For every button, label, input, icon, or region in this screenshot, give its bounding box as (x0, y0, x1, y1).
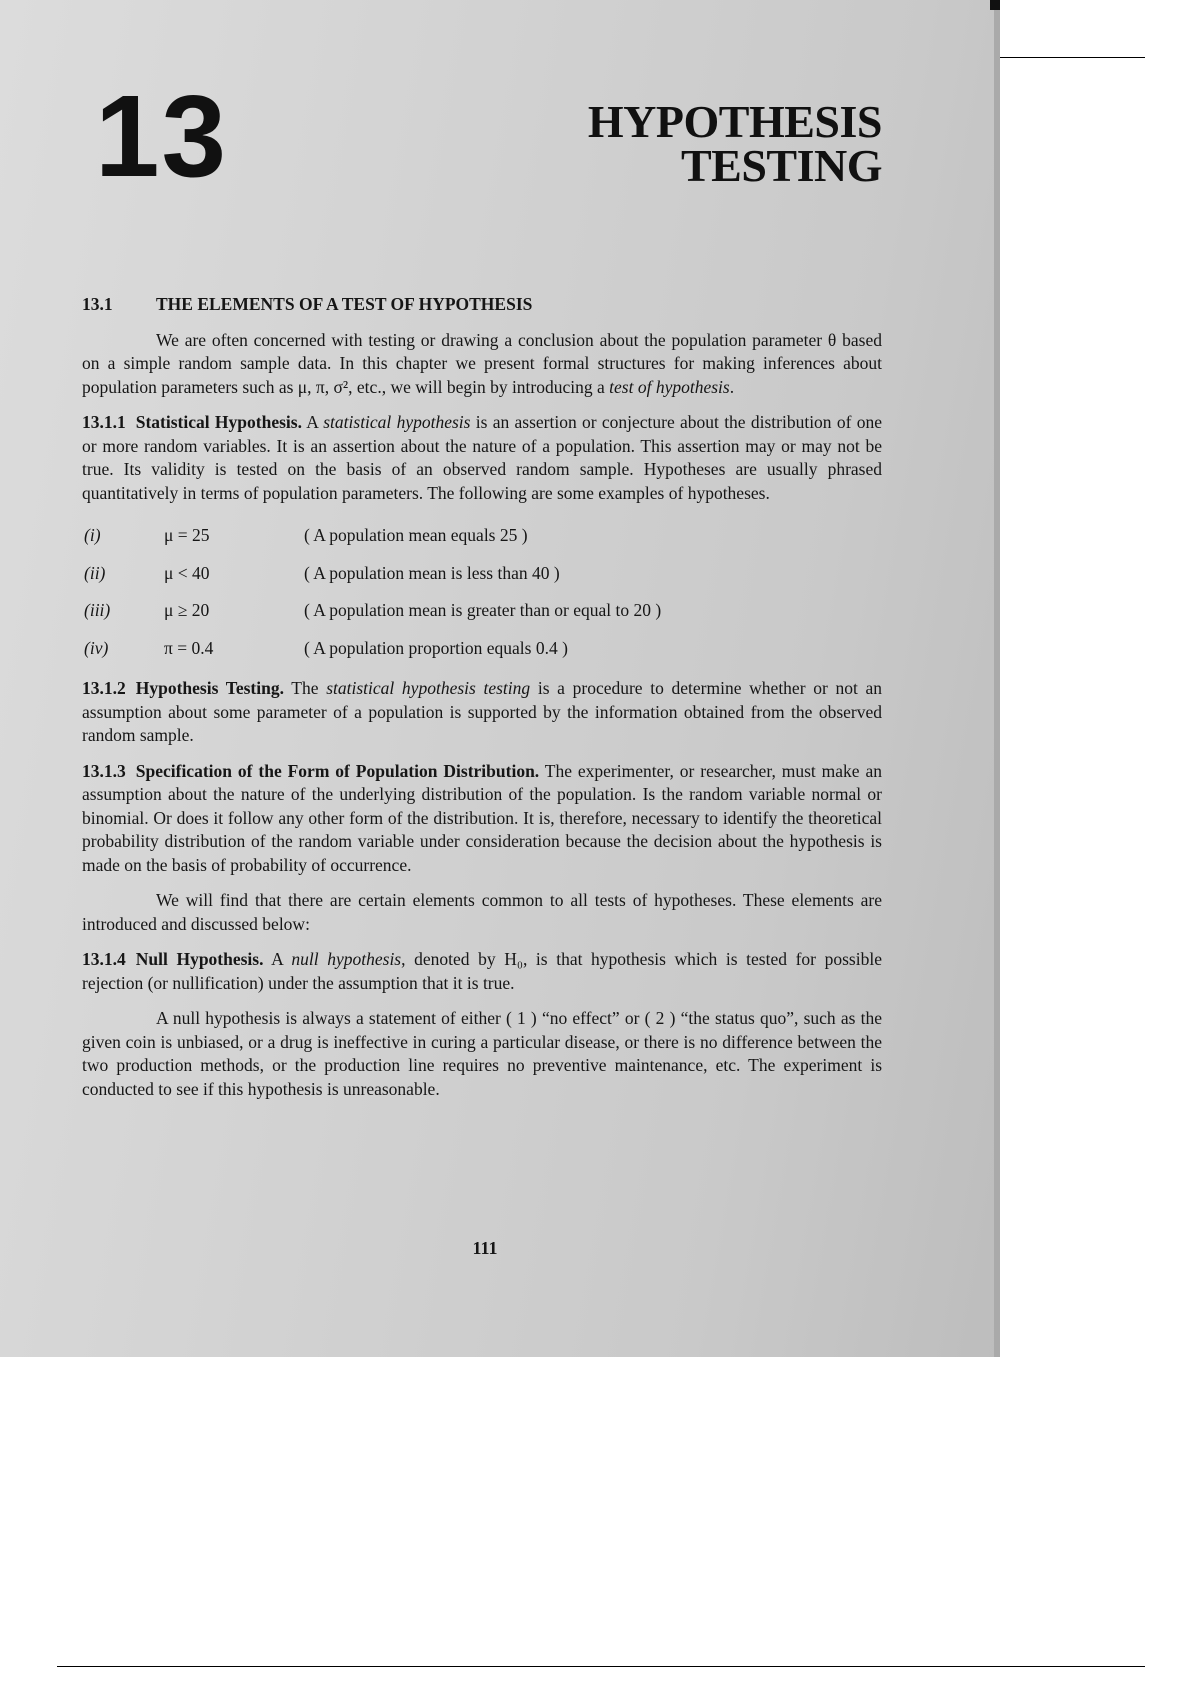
bottom-rule (57, 1666, 1145, 1667)
chapter-number: 13 (95, 71, 229, 201)
paragraph-text: is an assertion or conjecture about the distribution of one or more random variables. It is an assertion about the nature of a population. This assertion may or may not be true. Its validity is tested on the basis of an observed random sample. Hypotheses are usually phrased quantitatively in terms of population parameters. The following are some examples of hypotheses. (82, 412, 882, 503)
example-label: (iii) (84, 600, 111, 620)
hypothesis-examples (82, 517, 882, 667)
chapter-title (587, 96, 882, 191)
null-explanation-paragraph: A null hypothesis is always a statement of either ( 1 ) “no effect” or ( 2 ) “the status quo”, such as the given coin is unbiased, or a drug is ineffective in curing a particular disease, or there is no difference between the two production methods, or the production line requires no preventive maintenance, etc. The experiment is conducted to see if this hypothesis is unreasonable. (82, 1008, 882, 1099)
paragraph-text: is a procedure to determine whether or not an assumption about some parameter of a population is supported by the information obtained from the observed random sample. (82, 678, 882, 745)
example-row (82, 630, 882, 668)
intro-term: test of hypothesis (609, 376, 730, 397)
hypothesis-testing-paragraph (82, 677, 882, 748)
paragraph-text: A (301, 412, 324, 432)
paragraph-text: The experimenter, or researcher, must make an assumption about the nature of the underlying distribution of the population. Is the random variable normal or binomial. Or does it follow any other form of the distribution. It is, therefore, necessary to identify the theoretical probability distribution of the random variable under consideration because the decision about the hypothesis is made on the basis of probability of occurrence. (82, 760, 882, 875)
null-hypothesis-paragraph (82, 948, 882, 995)
scan-edge (994, 0, 1000, 1357)
subsection-heading (82, 949, 263, 969)
subsection-heading (82, 412, 302, 432)
scan-corner-mark (990, 0, 1000, 10)
example-description: ( A population proportion equals 0.4 ) (304, 637, 568, 658)
subsection-heading (82, 761, 539, 781)
section-heading (82, 293, 882, 317)
page-content (82, 293, 882, 1113)
example-math: μ = 25 (164, 525, 210, 545)
subsection-title: Statistical Hypothesis. (135, 412, 302, 432)
statistical-hypothesis-paragraph (82, 411, 882, 505)
elements-paragraph: We will find that there are certain elements common to all tests of hypotheses. These elements are introduced and discussed below: (82, 890, 882, 934)
intro-text: We are often concerned with testing or drawing a conclusion about the population parameter θ based on a simple random sample data. In this chapter we present formal structures for making inferences about population parameters such as μ, π, σ², etc., we will begin by introducing a (82, 329, 882, 397)
example-math: π = 0.4 (164, 637, 214, 658)
subsection-number: 13.1.1 (82, 412, 126, 432)
paragraph-text: The (283, 678, 327, 698)
top-rule (1000, 57, 1145, 58)
example-description: ( A population mean is greater than or equal to 20 ) (304, 600, 662, 620)
paragraph-term: statistical hypothesis (323, 412, 471, 432)
example-description: ( A population mean equals 25 ) (304, 525, 528, 545)
example-row (82, 555, 882, 593)
intro-paragraph (82, 329, 882, 400)
intro-end: . (729, 376, 735, 397)
example-row (82, 517, 882, 555)
subsection-title: Null Hypothesis. (135, 949, 264, 969)
section-number: 13.1 (82, 294, 113, 314)
paragraph-term: statistical hypothesis testing (326, 678, 531, 698)
subsection-title: Hypothesis Testing. (135, 678, 284, 698)
paragraph-text: , denoted by H₀, is that hypothesis which is tested for possible rejection (or nullification) under the assumption that it is true. (82, 949, 882, 993)
subsection-heading (82, 678, 284, 698)
example-label: (i) (84, 525, 101, 545)
subsection-number: 13.1.4 (82, 949, 126, 969)
example-row (82, 592, 882, 630)
chapter-title-line2: TESTING (680, 140, 882, 191)
page-number: 111 (472, 1238, 498, 1258)
example-label: (ii) (84, 562, 106, 583)
example-label: (iv) (84, 637, 109, 658)
example-math: μ ≥ 20 (164, 600, 210, 620)
paragraph-text: A (263, 949, 292, 969)
subsection-number: 13.1.3 (82, 760, 126, 781)
example-math: μ < 40 (164, 562, 210, 583)
section-title: THE ELEMENTS OF A TEST OF HYPOTHESIS (156, 294, 533, 314)
population-distribution-paragraph (82, 760, 882, 878)
paragraph-term: null hypothesis (291, 949, 402, 969)
subsection-title: Specification of the Form of Population Distribution. (135, 760, 540, 781)
example-description: ( A population mean is less than 40 ) (304, 562, 560, 583)
chapter-title-line1: HYPOTHESIS (587, 96, 882, 147)
subsection-number: 13.1.2 (82, 678, 126, 698)
